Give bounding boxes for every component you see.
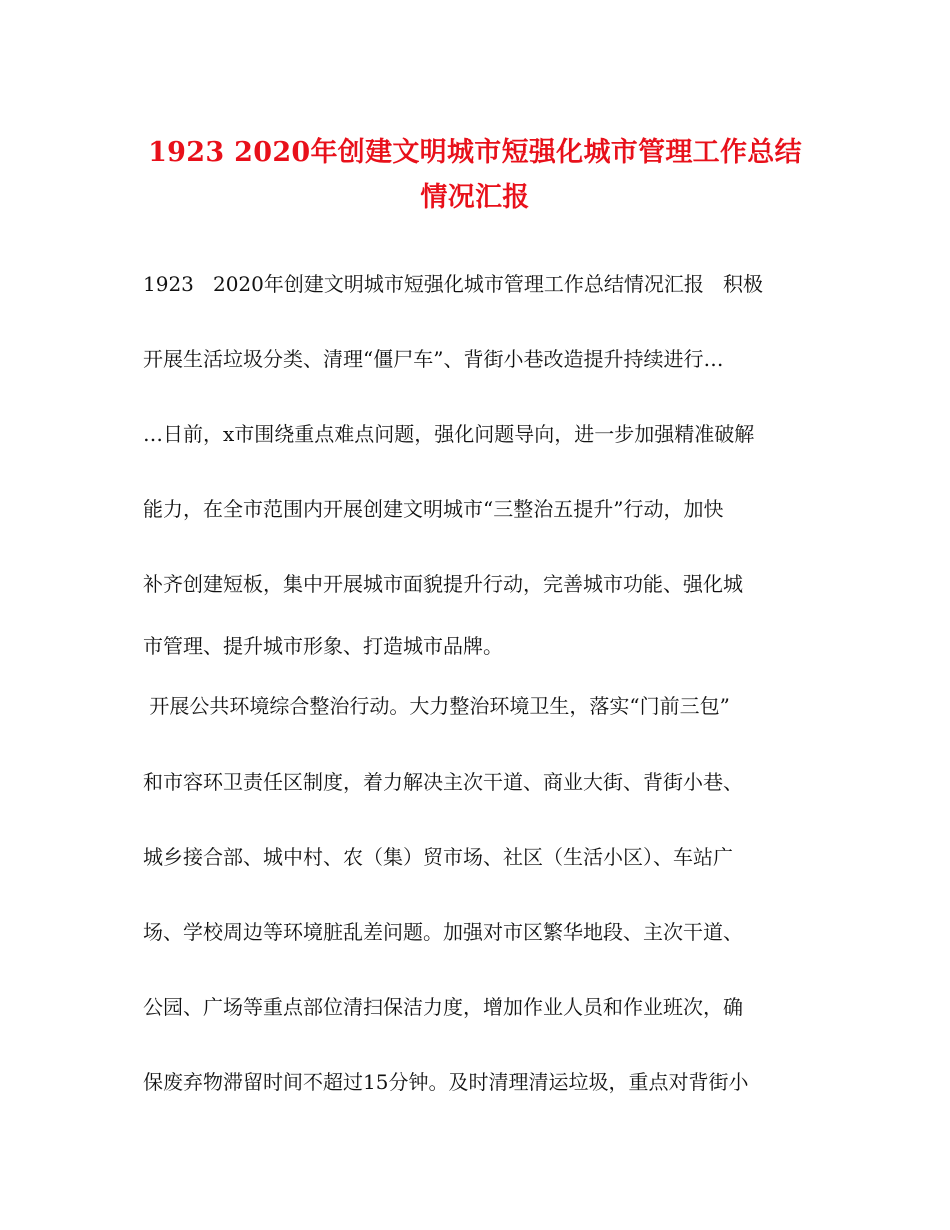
paragraph-1-line-2: 开展生活垃圾分类、清理“僵尸车”、背街小巷改造提升持续进行… bbox=[143, 347, 724, 371]
document-title-line-2: 情况汇报 bbox=[420, 182, 530, 213]
paragraph-2-line-5: 公园、广场等重点部位清扫保洁力度，增加作业人员和作业班次，确 bbox=[143, 995, 743, 1019]
document-title-line-1: 1923 2020年创建文明城市短强化城市管理工作总结 bbox=[148, 137, 802, 168]
paragraph-2-line-6: 保废弃物滞留时间不超过15分钟。及时清理清运垃圾，重点对背街小 bbox=[143, 1070, 749, 1094]
paragraph-1-line-4: 能力，在全市范围内开展创建文明城市“三整治五提升”行动，加快 bbox=[143, 497, 724, 521]
paragraph-1-line-1: 1923 2020年创建文明城市短强化城市管理工作总结情况汇报 积极 bbox=[143, 272, 763, 296]
paragraph-2-line-4: 场、学校周边等环境脏乱差问题。加强对市区繁华地段、主次干道、 bbox=[143, 920, 743, 944]
paragraph-2-line-1: 开展公共环境综合整治行动。大力整治环境卫生，落实“门前三包” bbox=[143, 694, 730, 718]
paragraph-1-line-5: 补齐创建短板，集中开展城市面貌提升行动，完善城市功能、强化城 bbox=[143, 572, 743, 596]
paragraph-1-line-3: …日前，x市围绕重点难点问题，强化问题导向，进一步加强精准破解 bbox=[143, 422, 755, 446]
paragraph-2-line-3: 城乡接合部、城中村、农（集）贸市场、社区（生活小区）、车站广 bbox=[143, 845, 733, 869]
paragraph-1-line-6: 市管理、提升城市形象、打造城市品牌。 bbox=[143, 634, 503, 658]
paragraph-2-line-2: 和市容环卫责任区制度，着力解决主次干道、商业大街、背街小巷、 bbox=[143, 770, 743, 794]
